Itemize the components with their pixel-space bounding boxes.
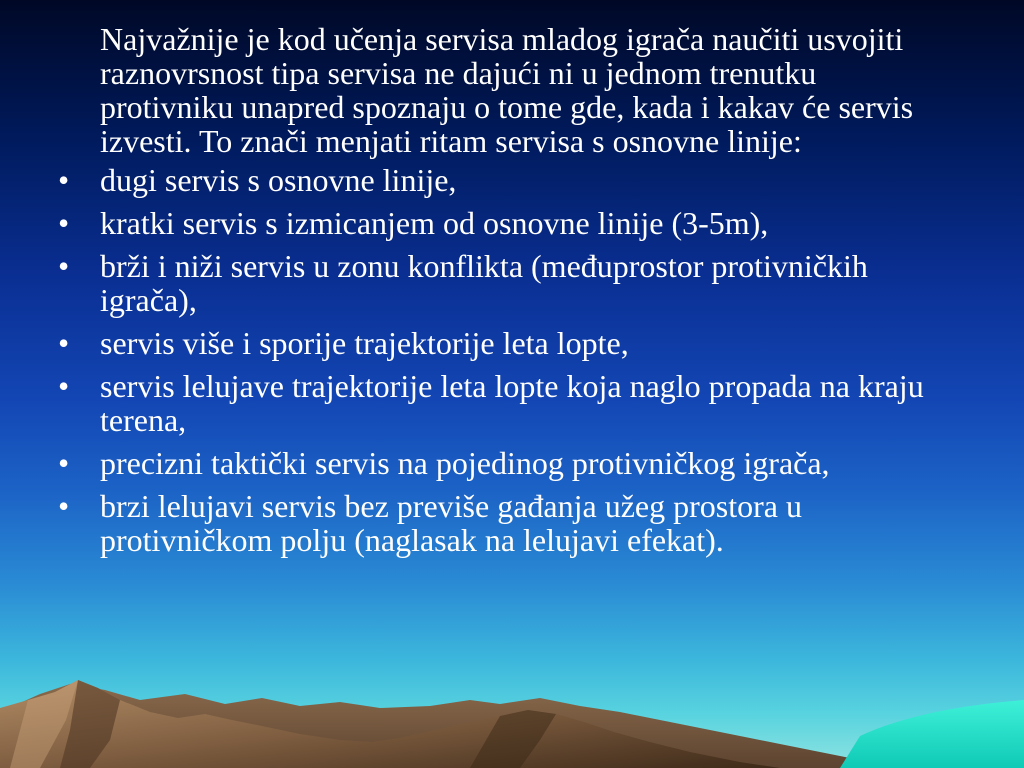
bullet-icon: • xyxy=(58,248,70,284)
list-item xyxy=(56,249,956,317)
list-item xyxy=(56,326,956,360)
list-item-text: servis više i sporije trajektorije leta lopte, xyxy=(100,325,629,361)
bullet-icon: • xyxy=(58,205,70,241)
list-item xyxy=(56,369,956,437)
list-item-text: kratki servis s izmicanjem od osnovne linije (3-5m), xyxy=(100,205,769,241)
list-item-text: servis lelujave trajektorije leta lopte koja naglo propada na kraju terena, xyxy=(100,368,924,438)
bullet-icon: • xyxy=(58,325,70,361)
bullet-icon: • xyxy=(58,368,70,404)
bullet-icon: • xyxy=(58,488,70,524)
bullet-icon: • xyxy=(58,162,70,198)
slide-text-block xyxy=(56,22,956,566)
list-item-text: precizni taktički servis na pojedinog protivničkog igrača, xyxy=(100,445,830,481)
list-item-text: brži i niži servis u zonu konflikta (međuprostor protivničkih igrača), xyxy=(100,248,868,318)
list-item xyxy=(56,446,956,480)
bullet-icon: • xyxy=(58,445,70,481)
list-item-text: brzi lelujavi servis bez previše gađanja užeg prostora u protivničkom polju (naglasak na lelujavi efekat). xyxy=(100,488,802,558)
intro-paragraph: Najvažnije je kod učenja servisa mladog igrača naučiti usvojiti raznovrsnost tipa servisa ne dajući ni u jednom trenutku protivniku unapred spoznaju o tome gde, kada i kakav će servis izvesti. To znači menjati ritam servisa s osnovne linije: xyxy=(100,21,914,159)
list-item xyxy=(56,489,956,557)
serve-types-list xyxy=(56,163,956,557)
list-item xyxy=(56,163,956,197)
list-item-text: dugi servis s osnovne linije, xyxy=(100,162,457,198)
list-item xyxy=(56,206,956,240)
water-surface xyxy=(840,700,1024,768)
